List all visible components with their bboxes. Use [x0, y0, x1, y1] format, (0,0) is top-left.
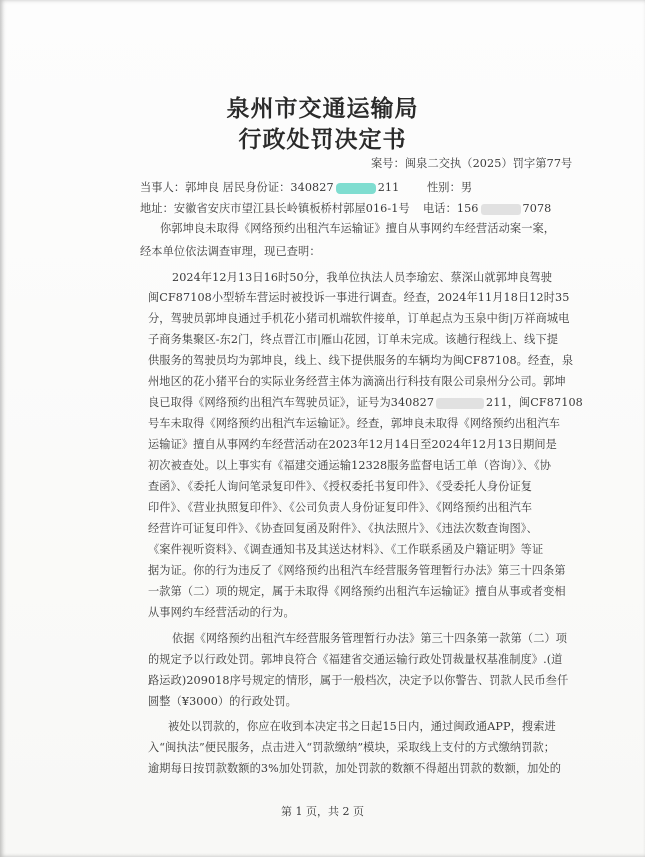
party-id-suffix: 211	[377, 181, 400, 194]
body-line-5: 分，驾驶员郭坤良通过手机花小猪司机端软件接单，订单起点为玉泉中街|万祥商城电	[148, 312, 570, 325]
body-line-25: 入“闽执法”便民服务，点击进入“罚款缴纳”模块，采取线上支付的方式缴纳罚款；	[148, 741, 556, 754]
body-line-20: 依据《网络预约出租汽车经营服务管理暂行办法》第三十四条第一款第（二）项	[172, 632, 568, 645]
license-number-suffix: 211，闽CF87108	[486, 396, 583, 409]
body-line-14: 印件》、《营业执照复印件》、《公司负责人身份证复印件》、《网络预约出租汽车	[148, 501, 533, 514]
body-line-4: 闽CF87108小型轿车营运时被投诉一事进行调查。经查，2024年11月18日12时35	[148, 291, 570, 304]
body-line-12: 初次被查处。以上事实有《福建交通运输12328服务监督电话工单（咨询）》、《协	[148, 459, 552, 472]
body-line-11: 运输证》擅自从事网约车经营活动在2023年12月14日至2024年12月13日期间是	[148, 438, 557, 451]
body-line-9	[148, 394, 583, 410]
body-line-15: 经营许可证复印件》、《协查回复函及附件》、《执法照片》、《违法次数查询图》、	[148, 522, 538, 535]
body-line-23: 圆整（¥3000）的行政处罚。	[148, 695, 297, 708]
license-number-prefix: 良已取得《网络预约出租汽车驾驶员证》，证号为340827	[148, 396, 435, 409]
page-number: 第 1 页，共 2 页	[281, 805, 364, 818]
body-line-8: 州地区的花小猪平台的实际业务经营主体为滴滴出行科技有限公司泉州分公司。郭坤	[148, 375, 566, 388]
body-line-21: 的规定予以行政处罚。郭坤良符合《福建省交通运输行政处罚裁量权基准制度》.(道	[148, 653, 563, 666]
body-line-10: 号车未取得《网络预约出租汽车运输证》。经查，郭坤良未取得《网络预约出租汽车	[148, 417, 561, 430]
body-line-18: 一款第（二）项的规定，属于未取得《网络预约出租汽车运输证》擅自从事或者变相	[148, 585, 566, 598]
body-line-1: 你郭坤良未取得《网络预约出租汽车运输证》擅自从事网约车经营活动案一案，	[160, 222, 556, 235]
body-line-6: 子商务集聚区-东2门，终点晋江市|雁山花园，订单未完成。该趟行程线上、线下提	[148, 333, 559, 346]
body-line-16: 《案件视听资料》、《调查通知书及其送达材料》、《工作联系函及户籍证明》等证	[148, 543, 544, 556]
party-name-and-id-label: 当事人：郭坤良 居民身份证：340827	[140, 181, 334, 194]
license-redaction-mask	[436, 398, 484, 409]
case-number: 案号：闽泉二交执（2025）罚字第77号	[371, 157, 573, 170]
phone-suffix: 7078	[522, 202, 552, 215]
body-line-26: 逾期每日按罚款数额的3%加处罚款，加处罚款的数额不得超出罚款的数额，加处的	[148, 762, 562, 775]
phone-label: 电话：156	[423, 202, 479, 215]
body-line-22: 路运政)209018序号规定的情形，属于一般档次，决定予以你警告、罚款人民币叁仟	[148, 674, 569, 687]
party-gender: 性别：男	[427, 181, 473, 194]
agency-title: 泉州市交通运输局	[226, 95, 419, 122]
body-line-3: 2024年12月13日16时50分，我单位执法人员李瑜宏、蔡深山就郭坤良驾驶	[172, 271, 553, 284]
body-line-2: 经本单位依法调查审理，现已查明：	[140, 245, 321, 258]
party-phone	[423, 200, 551, 216]
phone-redaction-mask	[481, 204, 521, 215]
body-line-7: 供服务的驾驶员均为郭坤良，线上、线下提供服务的车辆均为闽CF87108。经查，泉	[148, 354, 574, 367]
document-type-title: 行政处罚决定书	[238, 126, 407, 153]
body-line-19: 从事网约车经营活动的行为。	[148, 606, 295, 619]
party-address: 地址：安徽省安庆市望江县长岭镇板桥村郭屋016-1号	[140, 202, 410, 215]
body-line-17: 据为证。你的行为违反了《网络预约出租汽车经营服务管理暂行办法》第三十四条第	[148, 564, 566, 577]
body-line-24: 被处以罚款的，你应在收到本决定书之日起15日内，通过闽政通APP，搜索进	[168, 720, 556, 733]
party-line	[140, 179, 399, 195]
body-line-13: 查函》、《委托人询问笔录复印件》、《授权委托书复印件》、《受委托人身份证复	[148, 480, 533, 493]
id-redaction-mask	[336, 183, 376, 194]
